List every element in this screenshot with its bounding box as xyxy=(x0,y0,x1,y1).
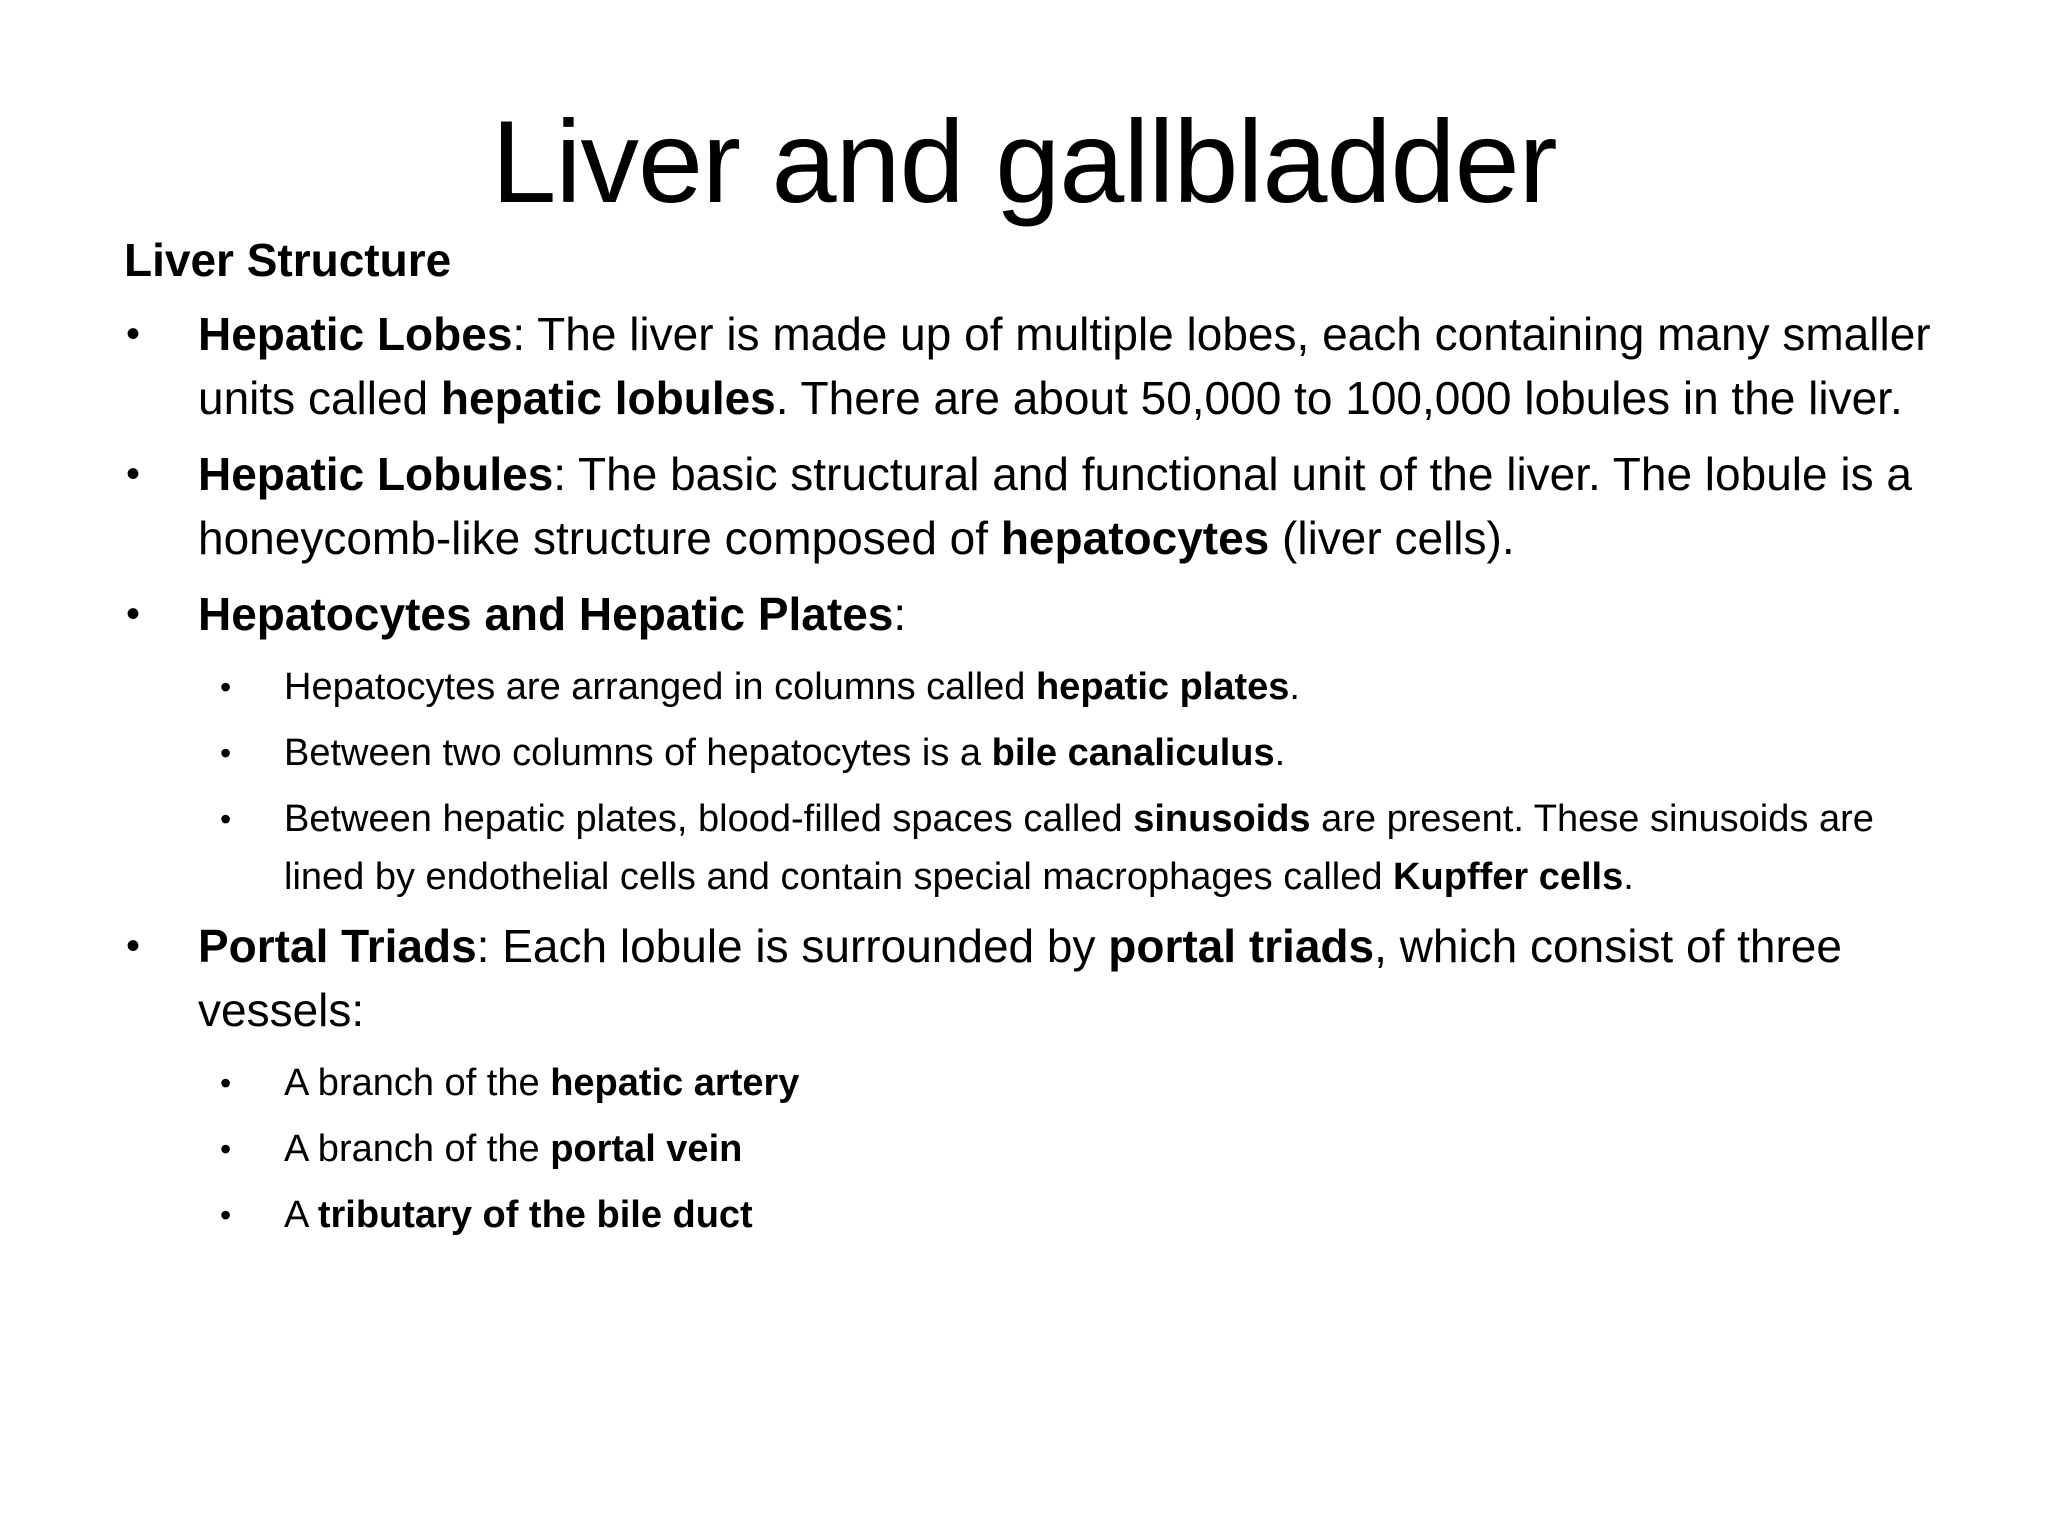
sub-bullet: • A branch of the hepatic artery xyxy=(124,1054,1944,1112)
bullet-dot-icon: • xyxy=(126,312,141,356)
slide-body xyxy=(124,232,1944,1252)
term-label: Hepatic Lobules xyxy=(198,448,554,500)
sub-bullet: • Between hepatic plates, blood-filled spaces called sinusoids are present. These sinusoids are lined by endothelial cells and contain special macrophages called Kupffer cells. xyxy=(124,790,1944,906)
section-heading: Liver Structure xyxy=(124,234,452,286)
bullet-dot-icon: • xyxy=(126,592,141,636)
term-bold: hepatic artery xyxy=(550,1062,800,1104)
bullet-dot-icon: • xyxy=(220,1197,232,1233)
sub-bullet: • A branch of the portal vein xyxy=(124,1120,1944,1178)
bullet-dot-icon: • xyxy=(220,735,232,771)
term-bold: portal vein xyxy=(550,1128,743,1170)
term-label: Hepatocytes and Hepatic Plates xyxy=(198,588,894,640)
bullet-hepatic-lobules: • Hepatic Lobules: The basic structural and functional unit of the liver. The lobule is a honeycomb-like structure composed of hepatocytes (liver cells). xyxy=(124,442,1944,570)
bullet-dot-icon: • xyxy=(126,924,141,968)
term-label: Hepatic Lobes xyxy=(198,308,513,360)
sub-bullet: • Hepatocytes are arranged in columns called hepatic plates. xyxy=(124,658,1944,716)
bullet-dot-icon: • xyxy=(220,669,232,705)
term-bold: hepatic lobules xyxy=(440,372,776,424)
bullet-portal-triads: • Portal Triads: Each lobule is surrounded by portal triads, which consist of three vessels: xyxy=(124,914,1944,1042)
bullet-dot-icon: • xyxy=(220,1131,232,1167)
term-bold: bile canaliculus xyxy=(991,732,1275,774)
bullet-hepatic-lobes: • Hepatic Lobes: The liver is made up of multiple lobes, each containing many smaller units called hepatic lobules. There are about 50,000 to 100,000 lobules in the liver. xyxy=(124,302,1944,430)
term-bold: sinusoids xyxy=(1133,798,1311,840)
term-bold: hepatocytes xyxy=(1000,512,1270,564)
bullet-dot-icon: • xyxy=(126,452,141,496)
slide-title: Liver and gallbladder xyxy=(491,96,1557,227)
bullet-dot-icon: • xyxy=(220,1065,232,1101)
bullet-dot-icon: • xyxy=(220,801,232,837)
term-bold: Kupffer cells xyxy=(1393,856,1624,898)
sub-bullet: • A tributary of the bile duct xyxy=(124,1186,1944,1244)
term-bold: tributary of the bile duct xyxy=(317,1194,753,1236)
term-bold: portal triads xyxy=(1108,920,1375,972)
sub-bullet: • Between two columns of hepatocytes is a bile canaliculus. xyxy=(124,724,1944,782)
term-bold: hepatic plates xyxy=(1035,666,1290,708)
term-label: Portal Triads xyxy=(198,920,477,972)
bullet-hepatocytes-plates: • Hepatocytes and Hepatic Plates: xyxy=(124,582,1944,646)
